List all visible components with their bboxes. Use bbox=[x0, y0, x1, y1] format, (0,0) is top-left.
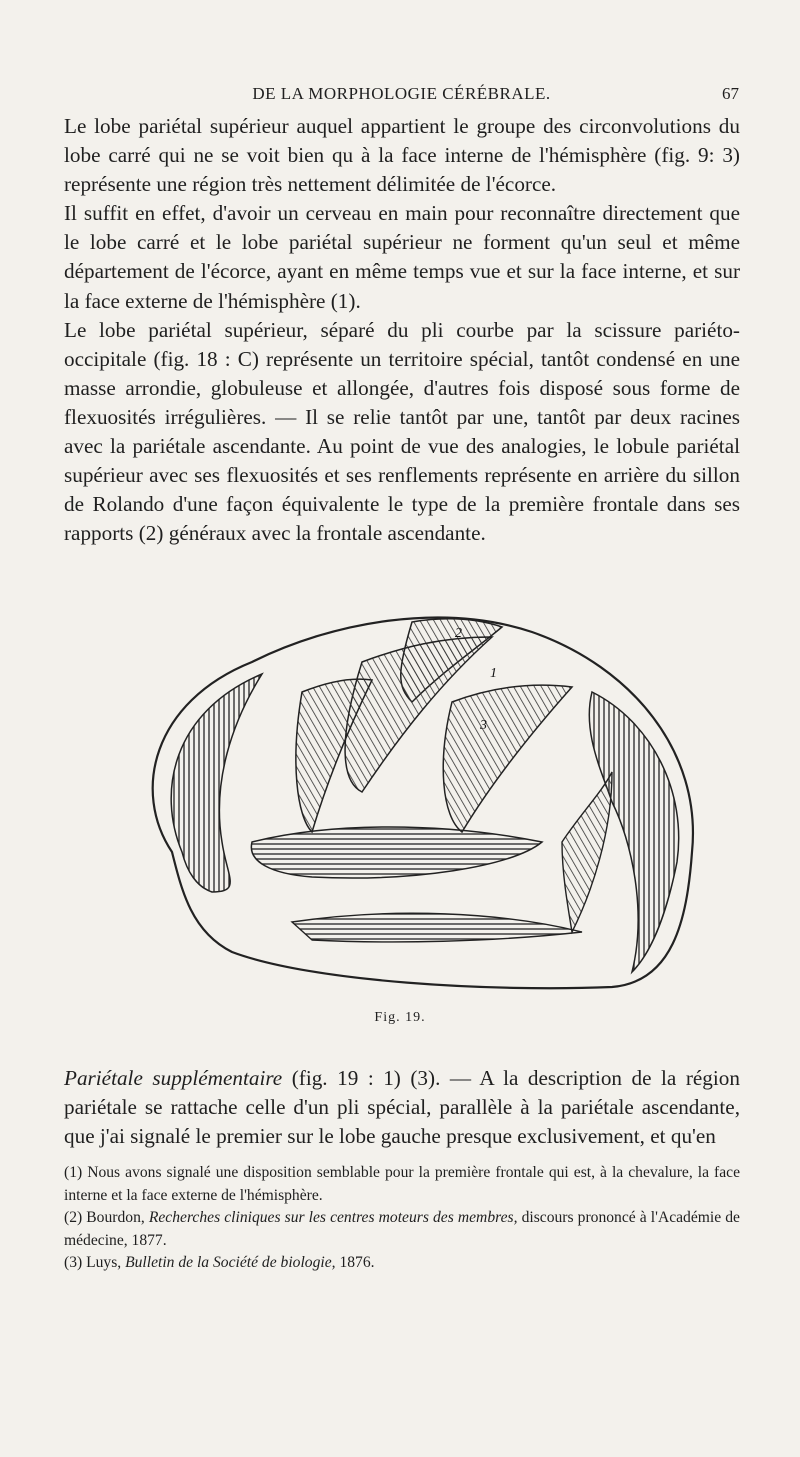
footnote-2-title: Recherches cliniques sur les centres moteurs des membres, bbox=[148, 1209, 518, 1226]
section-lead: Pariétale supplémentaire bbox=[64, 1066, 283, 1090]
paragraph-1: Le lobe pariétal supérieur auquel appartient le groupe des circonvolutions du lobe carré qui ne se voit bien qu à la face interne de l'hémisphère (fig. 9: 3) représente une région très nettement délimitée de l'écorce. bbox=[64, 114, 740, 197]
temporal-lobe bbox=[251, 827, 542, 878]
section-pariétale-supplémentaire bbox=[64, 1064, 740, 1151]
footnote-2 bbox=[64, 1207, 740, 1252]
figure-label-3: 3 bbox=[480, 718, 487, 733]
figure-caption: Fig. 19. bbox=[374, 1010, 426, 1025]
gyrus-3 bbox=[443, 685, 572, 832]
footnote-3-pre: (3) Luys, bbox=[64, 1254, 126, 1271]
paragraph-3: Le lobe pariétal supérieur, séparé du pli courbe par la scissure pariéto-occipitale (fig. 18 : C) représente un territoire spécial, tantôt condensé en une masse arrondie, globuleuse et allongée, d'autres fois disposé sous forme de flexuosités irrégulières. — Il se relie tantôt par une, tantôt par deux racines avec la pariétale ascendante. Au point de vue des analogies, le lobule pariétal supérieur avec ses flexuosités et ses renflements représente en arrière du sillon de Rolando d'une façon équivalente le type de la première frontale dans ses rapports (2) généraux avec la frontale ascendante. bbox=[64, 317, 740, 546]
figure-label-1: 1 bbox=[490, 666, 497, 681]
footnote-2-post: discours prononcé à l'Académie de médecine, 1877. bbox=[64, 1209, 740, 1249]
footnote-3-title: Bulletin de la Société de biologie, bbox=[125, 1254, 336, 1271]
running-title: DE LA MORPHOLOGIE CÉRÉBRALE. bbox=[252, 84, 551, 103]
ascending-sulcus bbox=[562, 772, 612, 932]
footnotes bbox=[64, 1162, 740, 1275]
section-text: (fig. 19 : 1) (3). — A la description de la région pariétale se rattache celle d'un pli spécial, parallèle à la pariétale ascendante, que j'ai signalé le premier sur le lobe gauche presque exclusivement, et qu'en bbox=[64, 1066, 740, 1148]
brain-engraving-figure bbox=[112, 592, 712, 992]
footnote-2-pre: (2) Bourdon, bbox=[64, 1209, 149, 1226]
footnote-1: (1) Nous avons signalé une disposition semblable pour la première frontale qui est, à la chevalure, la face interne et la face externe de l'hémisphère. bbox=[64, 1164, 740, 1204]
body-text bbox=[64, 112, 740, 548]
paragraph-2: Il suffit en effet, d'avoir un cerveau en main pour reconnaître directement que le lobe carré et le lobe pariétal supérieur ne forment qu'un seul et même département de l'écorce, ayant en même temps vue et sur la face interne, et sur la face externe de l'hémisphère (1). bbox=[64, 201, 740, 313]
page-number: 67 bbox=[722, 84, 739, 103]
running-header bbox=[64, 80, 739, 108]
figure-label-2: 2 bbox=[455, 626, 462, 641]
footnote-3 bbox=[64, 1252, 740, 1275]
lower-sulcus bbox=[292, 913, 582, 942]
footnote-3-post: 1876. bbox=[335, 1254, 375, 1271]
